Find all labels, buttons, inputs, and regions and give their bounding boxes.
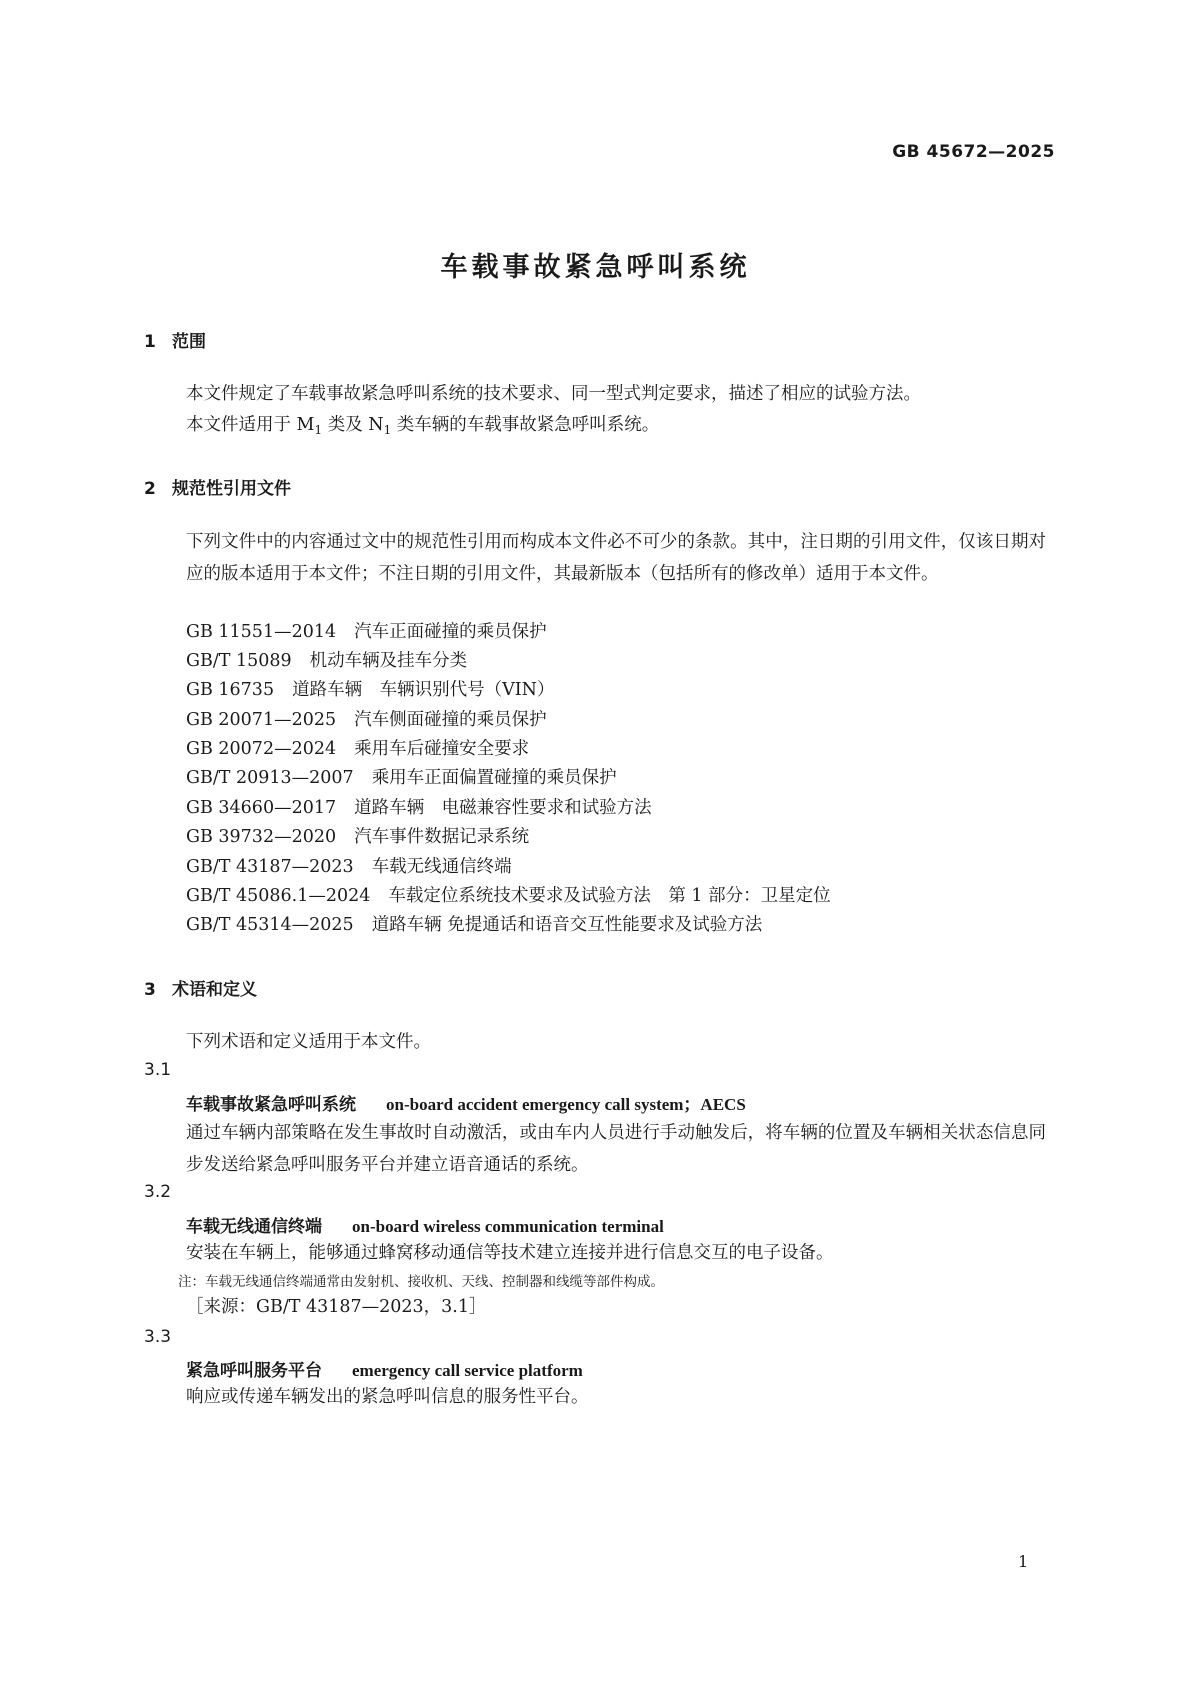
reference-code: GB 16735 <box>186 680 275 700</box>
subscript: 1 <box>383 423 392 437</box>
reference-code: GB 11551—2014 <box>186 622 337 642</box>
term-heading <box>186 1090 746 1115</box>
term-english: emergency call service platform <box>352 1361 583 1380</box>
term-chinese: 车载无线通信终端 <box>186 1217 322 1237</box>
term-english: on-board wireless communication terminal <box>352 1217 664 1236</box>
term-heading <box>186 1212 664 1237</box>
term-number: 3.2 <box>144 1182 172 1202</box>
section-3-heading <box>144 975 257 1000</box>
reference-item <box>186 733 529 765</box>
reference-item <box>186 645 467 677</box>
text-run: 类及 N <box>322 415 384 435</box>
section-number: 1 <box>144 332 156 352</box>
reference-code: GB/T 45086.1—2024 <box>186 886 371 906</box>
reference-title: 乘用车后碰撞安全要求 <box>354 739 530 759</box>
reference-title: 汽车侧面碰撞的乘员保护 <box>354 710 547 730</box>
reference-item <box>186 880 831 912</box>
subscript: 1 <box>314 423 323 437</box>
scope-paragraph-2 <box>186 409 659 442</box>
reference-item <box>186 704 547 736</box>
scope-paragraph-1: 本文件规定了车载事故紧急呼叫系统的技术要求、同一型式判定要求，描述了相应的试验方法。 <box>186 384 921 404</box>
reference-item <box>186 821 529 853</box>
reference-item <box>186 851 512 883</box>
section-number: 2 <box>144 479 156 499</box>
reference-title: 乘用车正面偏置碰撞的乘员保护 <box>371 768 617 788</box>
reference-title: 车载定位系统技术要求及试验方法 第 1 部分：卫星定位 <box>388 886 831 906</box>
text-run: 类车辆的车载事故紧急呼叫系统。 <box>391 415 660 435</box>
reference-code: GB 20072—2024 <box>186 739 337 759</box>
term-heading <box>186 1356 583 1381</box>
text-run: 本文件适用于 M <box>186 415 315 435</box>
term-definition <box>144 1117 1046 1181</box>
reference-item <box>186 792 652 824</box>
reference-item <box>186 616 547 648</box>
term-number: 3.3 <box>144 1327 172 1347</box>
section-title: 范围 <box>172 332 206 352</box>
reference-code: GB/T 45314—2025 <box>186 915 354 935</box>
term-chinese: 紧急呼叫服务平台 <box>186 1361 322 1381</box>
reference-code: GB/T 43187—2023 <box>186 857 354 877</box>
section-title: 术语和定义 <box>172 980 257 1000</box>
terms-intro: 下列术语和定义适用于本文件。 <box>186 1032 431 1052</box>
reference-item <box>186 674 554 706</box>
intro-text: 下列文件中的内容通过文中的规范性引用而构成本文件必不可少的条款。其中，注日期的引用文件，仅该日期对应的版本适用于本文件；不注日期的引用文件，其最新版本（包括所有的修改单）适用于本文件。 <box>186 532 1046 584</box>
term-definition: 响应或传递车辆发出的紧急呼叫信息的服务性平台。 <box>186 1387 589 1407</box>
definition-text: 通过车辆内部策略在发生事故时自动激活，或由车内人员进行手动触发后，将车辆的位置及车辆相关状态信息同步发送给紧急呼叫服务平台并建立语音通话的系统。 <box>186 1123 1046 1175</box>
reference-code: GB 20071—2025 <box>186 710 337 730</box>
reference-code: GB 34660—2017 <box>186 798 337 818</box>
reference-code: GB/T 20913—2007 <box>186 768 354 788</box>
reference-title: 机动车辆及挂车分类 <box>309 651 468 671</box>
reference-item <box>186 762 617 794</box>
reference-title: 车载无线通信终端 <box>371 857 512 877</box>
term-note: 注：车载无线通信终端通常由发射机、接收机、天线、控制器和线缆等部件构成。 <box>178 1274 664 1290</box>
page-number: 1 <box>1018 1552 1029 1571</box>
normative-intro <box>144 526 1046 590</box>
reference-title: 道路车辆 电磁兼容性要求和试验方法 <box>354 798 652 818</box>
document-title: 车载事故紧急呼叫系统 <box>440 252 751 283</box>
term-english: on-board accident emergency call system；AECS <box>386 1095 746 1114</box>
reference-code: GB 39732—2020 <box>186 827 337 847</box>
reference-title: 汽车事件数据记录系统 <box>354 827 530 847</box>
term-chinese: 车载事故紧急呼叫系统 <box>186 1095 356 1115</box>
section-1-heading <box>144 327 206 352</box>
reference-title: 道路车辆 车辆识别代号（VIN） <box>292 680 555 700</box>
reference-code: GB/T 15089 <box>186 651 292 671</box>
section-2-heading <box>144 474 291 499</box>
reference-item <box>186 909 762 941</box>
term-number: 3.1 <box>144 1060 172 1080</box>
term-source: ［来源：GB/T 43187—2023，3.1］ <box>186 1297 487 1317</box>
reference-title: 汽车正面碰撞的乘员保护 <box>354 622 547 642</box>
section-title: 规范性引用文件 <box>172 479 291 499</box>
reference-title: 道路车辆 免提通话和语音交互性能要求及试验方法 <box>371 915 763 935</box>
standard-code: GB 45672—2025 <box>892 142 1055 162</box>
term-definition: 安装在车辆上，能够通过蜂窝移动通信等技术建立连接并进行信息交互的电子设备。 <box>186 1243 834 1263</box>
section-number: 3 <box>144 980 156 1000</box>
